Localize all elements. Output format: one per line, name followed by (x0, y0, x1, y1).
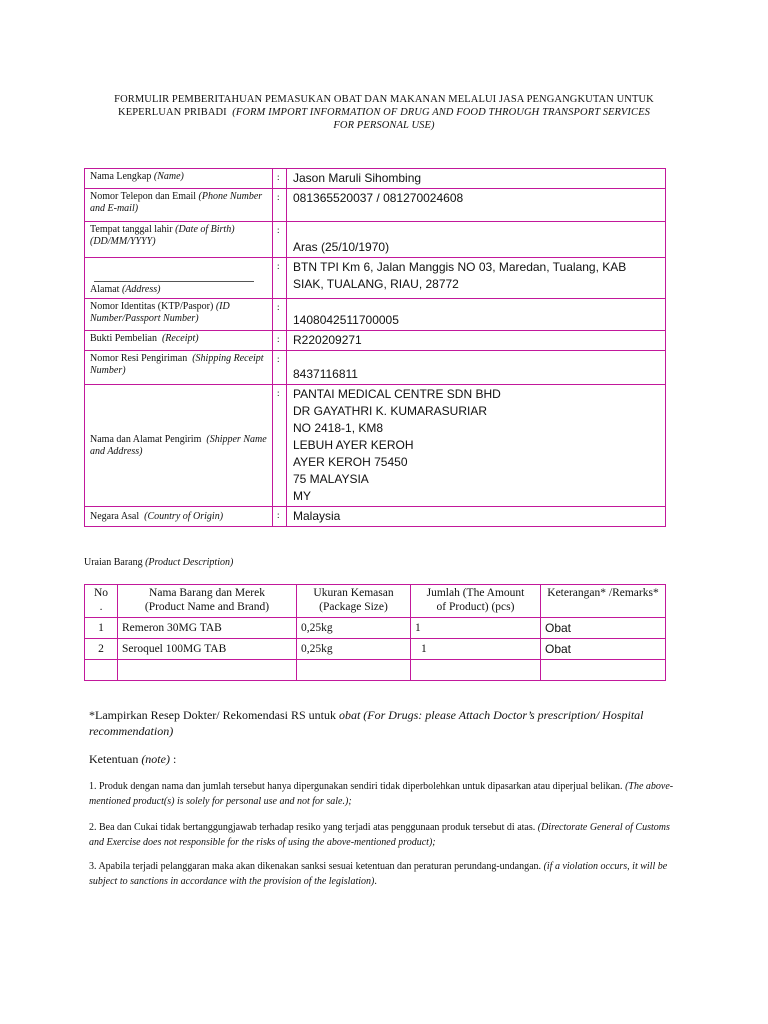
title-line-2 (70, 106, 698, 119)
product-name: Seroquel 100MG TAB (118, 639, 297, 660)
separator: : (273, 222, 287, 258)
product-row-empty (85, 660, 666, 681)
shipper-line: 75 MALAYSIA (293, 472, 369, 486)
phone-label: Nomor Telepon dan Email (Phone Number and E-mail) (85, 189, 273, 222)
origin-label: Negara Asal (Country of Origin) (85, 507, 273, 527)
shipper-value (287, 385, 666, 507)
product-name: Remeron 30MG TAB (118, 618, 297, 639)
empty-cell (541, 660, 666, 681)
product-no: 2 (85, 639, 118, 660)
info-row-receipt (85, 331, 666, 351)
empty-cell (411, 660, 541, 681)
shipper-line: PANTAI MEDICAL CENTRE SDN BHD (293, 387, 501, 401)
terms-heading: Ketentuan (note) : (89, 752, 177, 766)
form-title (70, 93, 698, 132)
empty-cell (85, 660, 118, 681)
id-label: Nomor Identitas (KTP/Paspor) (ID Number/Passport Number) (85, 299, 273, 331)
header-name: Nama Barang dan Merek (Product Name and Brand) (118, 585, 297, 618)
origin-value: Malaysia (287, 507, 666, 527)
address-label: Alamat (Address) (85, 258, 273, 299)
separator: : (273, 189, 287, 222)
separator: : (273, 258, 287, 299)
info-row-name (85, 169, 666, 189)
shipper-line: LEBUH AYER KEROH (293, 438, 414, 452)
separator: : (273, 351, 287, 385)
info-row-shipper (85, 385, 666, 507)
info-row-phone (85, 189, 666, 222)
title-line-3 (70, 119, 698, 132)
separator: : (273, 507, 287, 527)
term-1: 1. Produk dengan nama dan jumlah tersebut hanya dipergunakan sendiri tidak diperbolehkan untuk dipasarkan atau diperjual belikan. (The above-mentioned product(s) is solely for personal use and not for sale.); (89, 781, 674, 807)
term-2: 2. Bea dan Cukai tidak bertanggungjawab terhadap resiko yang terjadi atas penggunaan produk tersebut di atas. (Directorate General of Customs and Exercise does not responsible for the risks of using the above-mentioned product); (89, 822, 670, 848)
separator: : (273, 331, 287, 351)
info-row-birth (85, 222, 666, 258)
name-label: Nama Lengkap (Name) (85, 169, 273, 189)
product-section-heading: Uraian Barang (Product Description) (84, 557, 234, 568)
empty-cell (297, 660, 411, 681)
product-remarks: Obat (541, 618, 666, 639)
shipping-label: Nomor Resi Pengiriman (Shipping Receipt Number) (85, 351, 273, 385)
product-size: 0,25kg (297, 639, 411, 660)
info-row-id (85, 299, 666, 331)
term-3: 3. Apabila terjadi pelanggaran maka akan dikenakan sanksi sesuai ketentuan dan peraturan perundang-undangan. (if a violation occurs, it will be subject to sanctions in accordance with the provision of the legislation). (89, 861, 668, 887)
separator: : (273, 299, 287, 331)
product-no: 1 (85, 618, 118, 639)
header-remarks: Keterangan* /Remarks* (541, 585, 666, 618)
header-amount: Jumlah (The Amount of Product) (pcs) (411, 585, 541, 618)
product-header-row (85, 585, 666, 618)
phone-value: 081365520037 / 081270024608 (287, 189, 666, 222)
title-line-2-italic: (FORM IMPORT INFORMATION OF DRUG AND FOOD THROUGH TRANSPORT SERVICES (232, 107, 650, 118)
applicant-info-table (84, 168, 666, 527)
address-value: BTN TPI Km 6, Jalan Manggis NO 03, Maredan, Tualang, KAB SIAK, TUALANG, RIAU, 28772 (287, 258, 666, 299)
attachment-note: *Lampirkan Resep Dokter/ Rekomendasi RS untuk obat (For Drugs: please Attach Doctor’s prescription/ Hospital recommendation) (89, 708, 644, 738)
birth-value: Aras (25/10/1970) (287, 222, 666, 258)
product-size: 0,25kg (297, 618, 411, 639)
info-row-origin (85, 507, 666, 527)
product-row (85, 618, 666, 639)
product-amount: 1 (411, 639, 541, 660)
title-line-2-prefix: KEPERLUAN PRIBADI (118, 107, 227, 118)
header-size: Ukuran Kemasan (Package Size) (297, 585, 411, 618)
product-remarks: Obat (541, 639, 666, 660)
receipt-label: Bukti Pembelian (Receipt) (85, 331, 273, 351)
shipper-line: NO 2418-1, KM8 (293, 421, 384, 435)
empty-cell (118, 660, 297, 681)
product-amount: 1 (411, 618, 541, 639)
product-table (84, 584, 666, 681)
info-row-address (85, 258, 666, 299)
product-row (85, 639, 666, 660)
title-line-1: FORMULIR PEMBERITAHUAN PEMASUKAN OBAT DAN MAKANAN MELALUI JASA PENGANGKUTAN UNTUK (114, 94, 654, 105)
shipper-label: Nama dan Alamat Pengirim (Shipper Name and Address) (85, 385, 273, 507)
id-value: 1408042511700005 (287, 299, 666, 331)
separator: : (273, 385, 287, 507)
receipt-value: R220209271 (287, 331, 666, 351)
shipping-value: 8437116811 (287, 351, 666, 385)
header-no: No . (85, 585, 118, 618)
shipper-line: AYER KEROH 75450 (293, 455, 408, 469)
info-row-shipping (85, 351, 666, 385)
separator: : (273, 169, 287, 189)
title-line-3-italic: FOR PERSONAL USE) (333, 120, 435, 131)
shipper-line: DR GAYATHRI K. KUMARASURIAR (293, 404, 488, 418)
birth-label: Tempat tanggal lahir (Date of Birth) (DD/MM/YYYY) (85, 222, 273, 258)
shipper-line: MY (293, 489, 311, 503)
name-value: Jason Maruli Sihombing (287, 169, 666, 189)
address-underline (94, 281, 254, 282)
